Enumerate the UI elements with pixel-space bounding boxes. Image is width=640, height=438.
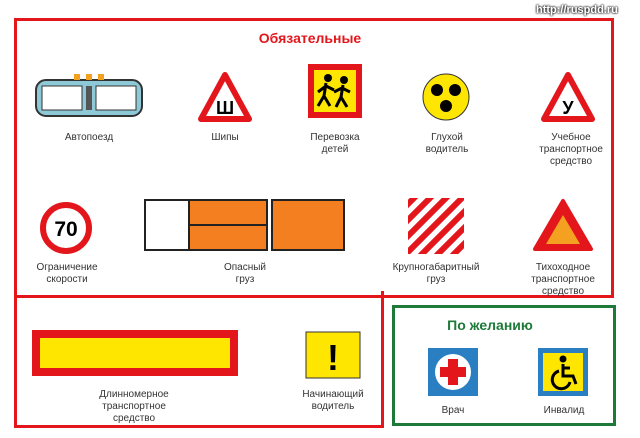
caption-invalid: Инвалид [543, 405, 585, 416]
doctor-cross-icon [427, 347, 479, 397]
speed-limit-icon [40, 202, 92, 254]
url-watermark: http://ruspdd.ru [536, 4, 618, 16]
speed-limit-value: 70 [54, 218, 78, 241]
studded-tyres-triangle-icon [198, 72, 252, 122]
slow-vehicle-icon [532, 198, 594, 252]
caption-uchebnoe: Учебное транспортное средство [539, 132, 603, 167]
caption-dlinnomer: Длинномерное транспортное средство [99, 389, 169, 424]
dangerous-goods-icon [144, 198, 346, 252]
caption-skorost: Ограничение скорости [36, 262, 98, 285]
mandatory-title: Обязательные [258, 30, 362, 46]
deaf-driver-icon [421, 72, 471, 122]
caption-autopoezd: Автопоезд [64, 132, 114, 143]
wheelchair-icon [537, 347, 589, 397]
oversized-load-icon [408, 198, 464, 254]
caption-tihohod: Тихоходное транспортное средство [531, 262, 595, 297]
caption-opasny: Опасный груз [223, 262, 267, 285]
caption-deti: Перевозка детей [310, 132, 360, 155]
caption-krupno: Крупногабаритный груз [392, 262, 480, 285]
long-vehicle-icon [30, 328, 240, 378]
caption-shipy: Шипы [211, 132, 239, 143]
novice-driver-icon [305, 331, 361, 379]
optional-title: По желанию [447, 317, 533, 333]
studded-letter: Ш [215, 98, 235, 118]
caption-nachinayuschiy: Начинающий водитель [302, 389, 364, 412]
mandatory-frame [14, 18, 614, 298]
novice-symbol: ! [327, 337, 339, 378]
children-transport-icon [306, 62, 364, 120]
caption-vrach: Врач [441, 405, 465, 416]
caption-gluhoy: Глухой водитель [425, 132, 469, 155]
road-train-lights-icon [34, 72, 144, 120]
training-vehicle-triangle-icon [541, 72, 595, 122]
training-letter: У [562, 98, 574, 118]
